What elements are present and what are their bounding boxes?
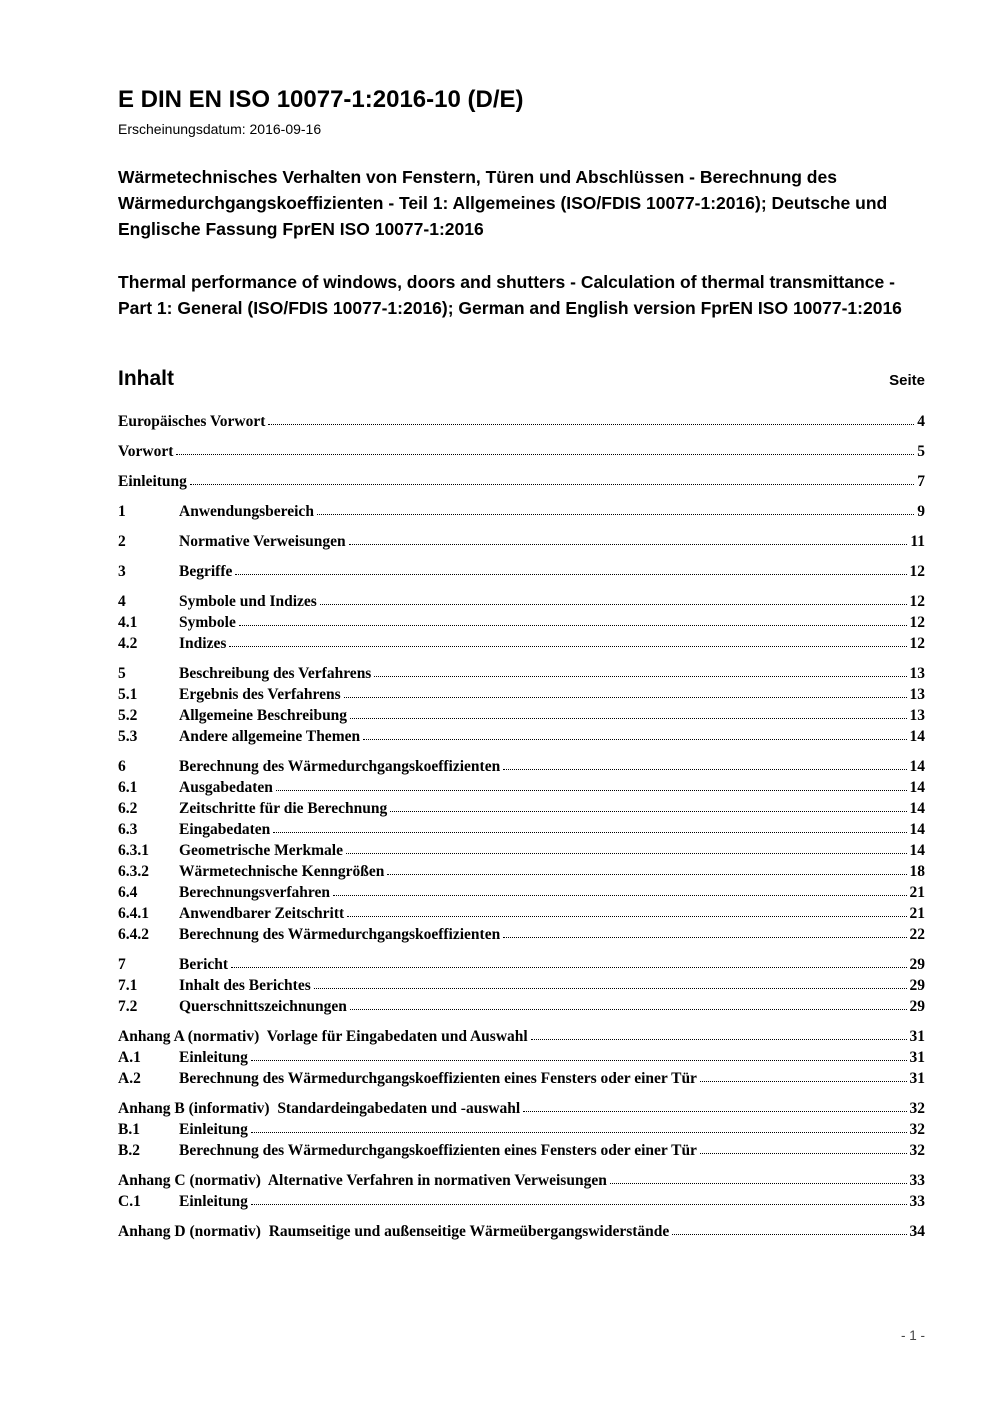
toc-entry-page: 21: [909, 883, 925, 901]
toc-entry-page: 7: [917, 472, 925, 490]
toc-entry-label: Berechnung des Wärmedurchgangskoeffizienten eines Fensters oder einer Tür: [179, 1069, 697, 1087]
toc-entry-label: Allgemeine Beschreibung: [179, 706, 348, 724]
toc-entry-label: Begriffe: [179, 562, 233, 580]
toc-leader-dots: [314, 988, 907, 989]
toc-entry: [118, 821, 925, 842]
toc-entry: [118, 800, 925, 821]
toc-entry-number: 5.1: [118, 685, 138, 703]
toc-entry: [118, 1121, 925, 1142]
toc-entry-page: 21: [909, 904, 925, 922]
toc-entry-number: 4.1: [118, 613, 138, 631]
toc-entry-page: 5: [917, 442, 925, 460]
toc-entry-page: 14: [909, 778, 925, 796]
toc-entry: [118, 1028, 925, 1049]
toc-entry-number: 5: [118, 664, 126, 682]
toc-entry-label: Berechnung des Wärmedurchgangskoeffizienten: [179, 925, 501, 943]
toc-entry-number: 3: [118, 562, 126, 580]
toc-entry: [118, 998, 925, 1019]
toc-entry-number: A.2: [118, 1069, 141, 1087]
toc-entry: [118, 1223, 925, 1244]
toc-entry: [118, 614, 925, 635]
toc-leader-dots: [363, 739, 906, 740]
toc-entry-number: B.2: [118, 1141, 140, 1159]
toc-entry-label: Berechnung des Wärmedurchgangskoeffizienten eines Fensters oder einer Tür: [179, 1141, 697, 1159]
toc-entry-label: Wärmetechnische Kenngrößen: [179, 862, 385, 880]
toc-entry-label: Europäisches Vorwort: [118, 412, 266, 430]
toc-leader-dots: [503, 937, 906, 938]
toc-entry: [118, 707, 925, 728]
toc-leader-dots: [349, 544, 908, 545]
toc-entry-page: 14: [909, 757, 925, 775]
toc-entry: [118, 758, 925, 779]
toc-entry-label: Bericht: [179, 955, 229, 973]
toc-entry-number: 6.2: [118, 799, 138, 817]
toc-entry-number: B.1: [118, 1120, 140, 1138]
toc-leader-dots: [346, 853, 907, 854]
toc-leader-dots: [320, 604, 907, 605]
toc-entry-label: Andere allgemeine Themen: [179, 727, 361, 745]
toc-entry-number: 7.2: [118, 997, 138, 1015]
toc-entry: [118, 563, 925, 584]
toc-entry-page: 12: [909, 592, 925, 610]
toc-entry-label: Einleitung: [179, 1192, 248, 1210]
toc-entry: [118, 977, 925, 998]
toc-entry-label: Symbole: [179, 613, 236, 631]
toc-entry-number: 6.4: [118, 883, 138, 901]
toc-entry: [118, 728, 925, 749]
toc-entry: [118, 863, 925, 884]
toc-entry-page: 13: [909, 664, 925, 682]
toc-entry-page: 31: [909, 1048, 925, 1066]
toc-entry: [118, 956, 925, 977]
toc-entry-page: 13: [909, 706, 925, 724]
toc-entry: [118, 779, 925, 800]
standard-title-german: Wärmetechnisches Verhalten von Fenstern, Türen und Abschlüssen - Berechnung des Wärmedurchgangskoeffizienten - Teil 1: Allgemeines (ISO/FDIS 10077-1:2016); Deutsche und Englische Fassung FprEN ISO 10077-1:2016: [118, 166, 888, 239]
toc-entry-page: 12: [909, 562, 925, 580]
toc-leader-dots: [523, 1111, 906, 1112]
toc-entry-page: 33: [909, 1192, 925, 1210]
toc-entry-number: 2: [118, 532, 126, 550]
toc-header: [118, 367, 925, 391]
toc-leader-dots: [190, 484, 914, 485]
toc-entry: [118, 413, 925, 434]
toc-entry-number: 6.3.2: [118, 862, 149, 880]
toc-leader-dots: [176, 454, 914, 455]
toc-entry-label: Beschreibung des Verfahrens: [179, 664, 372, 682]
toc-entry-number: 6.1: [118, 778, 138, 796]
toc-entry-number: 6.3: [118, 820, 138, 838]
toc-entry-page: 14: [909, 799, 925, 817]
toc-entry: [118, 1142, 925, 1163]
toc-entry-label: Anhang B (informativ) Standardeingabedaten und -auswahl: [118, 1099, 521, 1117]
toc-entry: [118, 635, 925, 656]
toc-entry-number: 7.1: [118, 976, 138, 994]
toc-list: [118, 413, 925, 1244]
toc-entry-label: Anwendungsbereich: [179, 502, 314, 520]
toc-entry-number: 5.3: [118, 727, 138, 745]
toc-entry-label: Einleitung: [179, 1048, 248, 1066]
toc-entry-label: Berechnung des Wärmedurchgangskoeffizienten: [179, 757, 501, 775]
toc-entry-number: 4: [118, 592, 126, 610]
toc-leader-dots: [700, 1153, 907, 1154]
toc-leader-dots: [231, 967, 906, 968]
toc-entry: [118, 665, 925, 686]
toc-entry-page: 29: [909, 955, 925, 973]
toc-entry-page: 11: [910, 532, 925, 550]
toc-leader-dots: [235, 574, 906, 575]
toc-leader-dots: [503, 769, 906, 770]
toc-entry-label: Berechnungsverfahren: [179, 883, 330, 901]
toc-entry-label: Eingabedaten: [179, 820, 271, 838]
toc-entry-page: 22: [909, 925, 925, 943]
toc-entry-page: 31: [909, 1027, 925, 1045]
toc-leader-dots: [610, 1183, 907, 1184]
toc-entry-page: 29: [909, 997, 925, 1015]
toc-leader-dots: [700, 1081, 907, 1082]
toc-entry: [118, 1172, 925, 1193]
toc-leader-dots: [344, 697, 907, 698]
toc-entry: [118, 1193, 925, 1214]
toc-entry-number: 1: [118, 502, 126, 520]
toc-entry-page: 32: [909, 1141, 925, 1159]
toc-entry-page: 13: [909, 685, 925, 703]
toc-leader-dots: [387, 874, 906, 875]
toc-entry-label: Inhalt des Berichtes: [179, 976, 311, 994]
toc-leader-dots: [333, 895, 907, 896]
toc-entry-label: Vorwort: [118, 442, 174, 460]
toc-leader-dots: [273, 832, 906, 833]
toc-entry-label: Ergebnis des Verfahrens: [179, 685, 341, 703]
toc-page-column-label: Seite: [889, 371, 925, 389]
toc-entry: [118, 1100, 925, 1121]
toc-leader-dots: [531, 1039, 907, 1040]
publication-date: Erscheinungsdatum: 2016-09-16: [118, 120, 322, 137]
toc-leader-dots: [374, 676, 906, 677]
toc-leader-dots: [229, 646, 906, 647]
toc-entry-number: C.1: [118, 1192, 141, 1210]
toc-entry-number: 6.4.1: [118, 904, 149, 922]
toc-entry-number: 6: [118, 757, 126, 775]
toc-entry: [118, 842, 925, 863]
toc-entry-page: 31: [909, 1069, 925, 1087]
toc-entry-page: 32: [909, 1120, 925, 1138]
toc-entry-number: 6.3.1: [118, 841, 149, 859]
standard-title-english: Thermal performance of windows, doors and shutters - Calculation of thermal transmittance - Part 1: General (ISO/FDIS 10077-1:2016); German and English version FprEN ISO 10077-1:2016: [118, 271, 902, 318]
toc-entry-number: 6.4.2: [118, 925, 149, 943]
toc-leader-dots: [347, 916, 906, 917]
toc-entry-label: Geometrische Merkmale: [179, 841, 343, 859]
toc-heading: Inhalt: [118, 366, 174, 390]
toc-entry-page: 4: [917, 412, 925, 430]
toc-leader-dots: [239, 625, 907, 626]
toc-entry: [118, 884, 925, 905]
toc-entry: [118, 926, 925, 947]
toc-leader-dots: [251, 1060, 907, 1061]
toc-entry-label: Einleitung: [179, 1120, 248, 1138]
toc-entry: [118, 533, 925, 554]
page-number-footer: - 1 -: [900, 1328, 925, 1343]
toc-leader-dots: [350, 718, 906, 719]
toc-entry-number: A.1: [118, 1048, 141, 1066]
toc-leader-dots: [390, 811, 906, 812]
toc-leader-dots: [251, 1132, 907, 1133]
toc-leader-dots: [317, 514, 914, 515]
toc-entry-label: Anhang D (normativ) Raumseitige und außenseitige Wärmeübergangswiderstände: [118, 1222, 670, 1240]
toc-entry-page: 29: [909, 976, 925, 994]
toc-entry-page: 32: [909, 1099, 925, 1117]
toc-entry-label: Symbole und Indizes: [179, 592, 317, 610]
toc-entry-page: 9: [917, 502, 925, 520]
toc-leader-dots: [268, 424, 914, 425]
toc-entry: [118, 593, 925, 614]
toc-entry-page: 12: [909, 613, 925, 631]
toc-entry: [118, 905, 925, 926]
toc-entry: [118, 1049, 925, 1070]
toc-leader-dots: [251, 1204, 907, 1205]
toc-entry-page: 34: [909, 1222, 925, 1240]
toc-entry-page: 14: [909, 727, 925, 745]
toc-entry: [118, 686, 925, 707]
toc-entry-page: 14: [909, 820, 925, 838]
document-title: E DIN EN ISO 10077-1:2016-10 (D/E): [118, 86, 524, 113]
toc-leader-dots: [672, 1234, 906, 1235]
toc-entry-page: 12: [909, 634, 925, 652]
toc-leader-dots: [276, 790, 907, 791]
toc-entry: [118, 1070, 925, 1091]
toc-entry-label: Ausgabedaten: [179, 778, 273, 796]
toc-leader-dots: [350, 1009, 907, 1010]
toc-entry-label: Anhang A (normativ) Vorlage für Eingabedaten und Auswahl: [118, 1027, 528, 1045]
toc-entry-label: Einleitung: [118, 472, 187, 490]
toc-entry-number: 4.2: [118, 634, 138, 652]
toc-entry-page: 18: [909, 862, 925, 880]
toc-entry-number: 7: [118, 955, 126, 973]
toc-entry: [118, 503, 925, 524]
toc-entry-page: 33: [909, 1171, 925, 1189]
toc-entry-label: Normative Verweisungen: [179, 532, 346, 550]
toc-entry-number: 5.2: [118, 706, 138, 724]
toc-entry-label: Anwendbarer Zeitschritt: [179, 904, 345, 922]
toc-entry: [118, 443, 925, 464]
toc-entry-label: Indizes: [179, 634, 227, 652]
toc-entry-label: Querschnittszeichnungen: [179, 997, 347, 1015]
toc-entry: [118, 473, 925, 494]
toc-entry-label: Anhang C (normativ) Alternative Verfahren in normativen Verweisungen: [118, 1171, 607, 1189]
toc-entry-page: 14: [909, 841, 925, 859]
toc-entry-label: Zeitschritte für die Berechnung: [179, 799, 388, 817]
